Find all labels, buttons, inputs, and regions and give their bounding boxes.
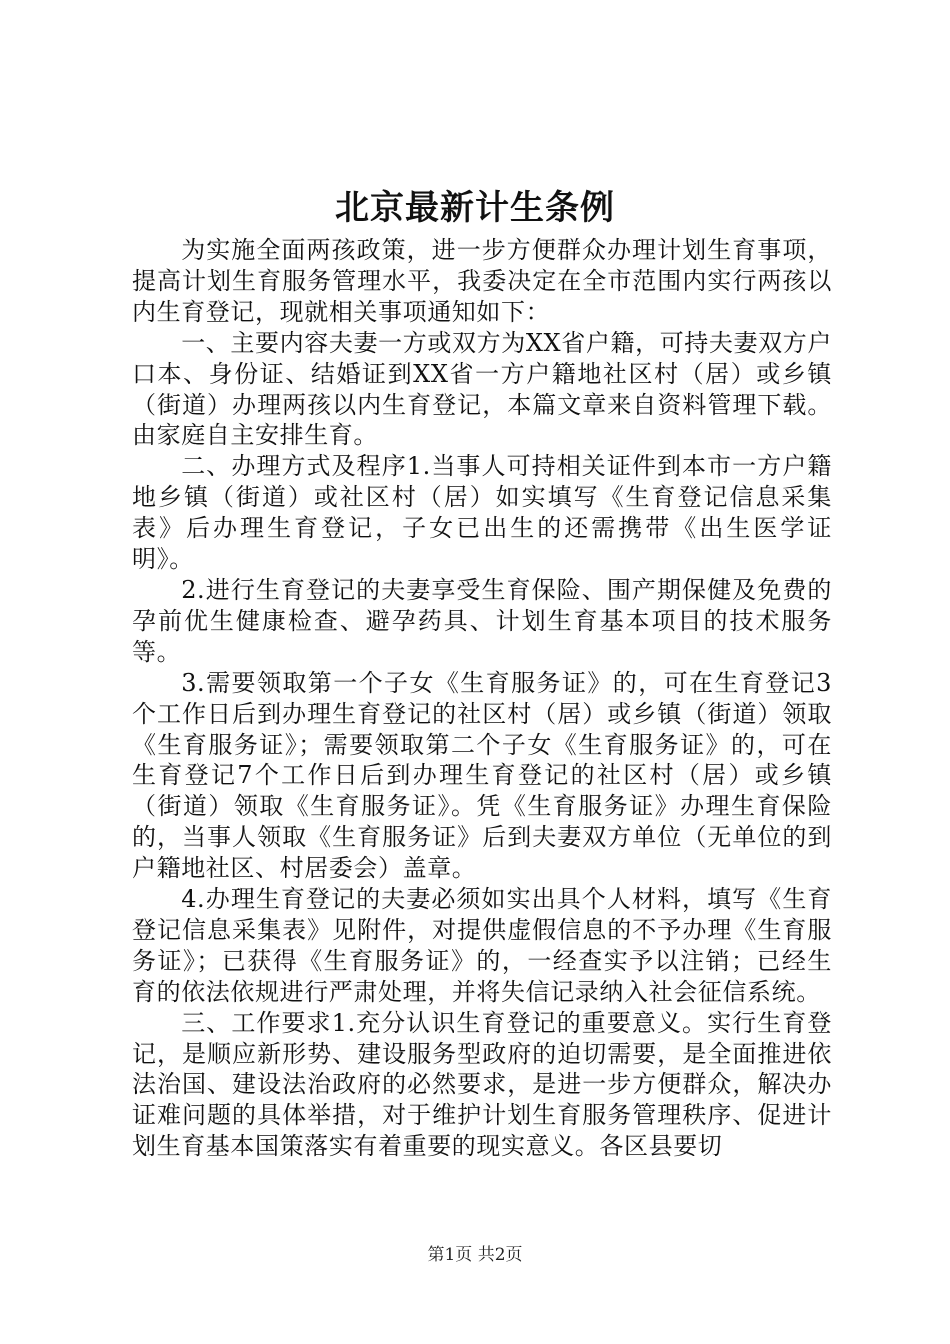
paragraph-procedure: 二、办理方式及程序1.当事人可持相关证件到本市一方户籍地乡镇（街道）或社区村（居）如实填写《生育登记信息采集表》后办理生育登记，子女已出生的还需携带《出生医学证明》。 — [132, 452, 832, 574]
page-number-footer: 第1页 共2页 — [427, 1245, 523, 1265]
paragraph-requirements: 三、工作要求1.充分认识生育登记的重要意义。实行生育登记，是顺应新形势、建设服务型政府的迫切需要，是全面推进依法治国、建设法治政府的必然要求，是进一步方便群众，解决办证难问题的具体举措，对于维护计划生育服务管理秩序、促进计划生育基本国策落实有着重要的现实意义。各区县要切 — [132, 1008, 832, 1161]
document-title: 北京最新计生条例 — [335, 188, 615, 228]
paragraph-item-2: 2.进行生育登记的夫妻享受生育保险、围产期保健及免费的孕前优生健康检查、避孕药具、计划生育基本项目的技术服务等。 — [132, 575, 832, 666]
paragraph-item-4: 4.办理生育登记的夫妻必须如实出具个人材料，填写《生育登记信息采集表》见附件，对提供虚假信息的不予办理《生育服务证》；已获得《生育服务证》的，一经查实予以注销；已经生育的依法依规进行严肃处理，并将失信记录纳入社会征信系统。 — [132, 885, 832, 1006]
paragraph-item-3: 3.需要领取第一个子女《生育服务证》的，可在生育登记3个工作日后到办理生育登记的社区村（居）或乡镇（街道）领取《生育服务证》；需要领取第二个子女《生育服务证》的，可在生育登记7个工作日后到办理生育登记的社区村（居）或乡镇（街道）领取《生育服务证》。凭《生育服务证》办理生育保险的，当事人领取《生育服务证》后到夫妻双方单位（无单位的到户籍地社区、村居委会）盖章。 — [132, 668, 832, 883]
document-body — [132, 235, 832, 1162]
paragraph-intro: 为实施全面两孩政策，进一步方便群众办理计划生育事项，提高计划生育服务管理水平，我委决定在全市范围内实行两孩以内生育登记，现就相关事项通知如下： — [132, 236, 832, 326]
paragraph-main-content: 一、主要内容夫妻一方或双方为XX省户籍，可持夫妻双方户口本、身份证、结婚证到XX省一方户籍地社区村（居）或乡镇（街道）办理两孩以内生育登记，本篇文章来自资料管理下载。由家庭自主安排生育。 — [132, 328, 832, 450]
